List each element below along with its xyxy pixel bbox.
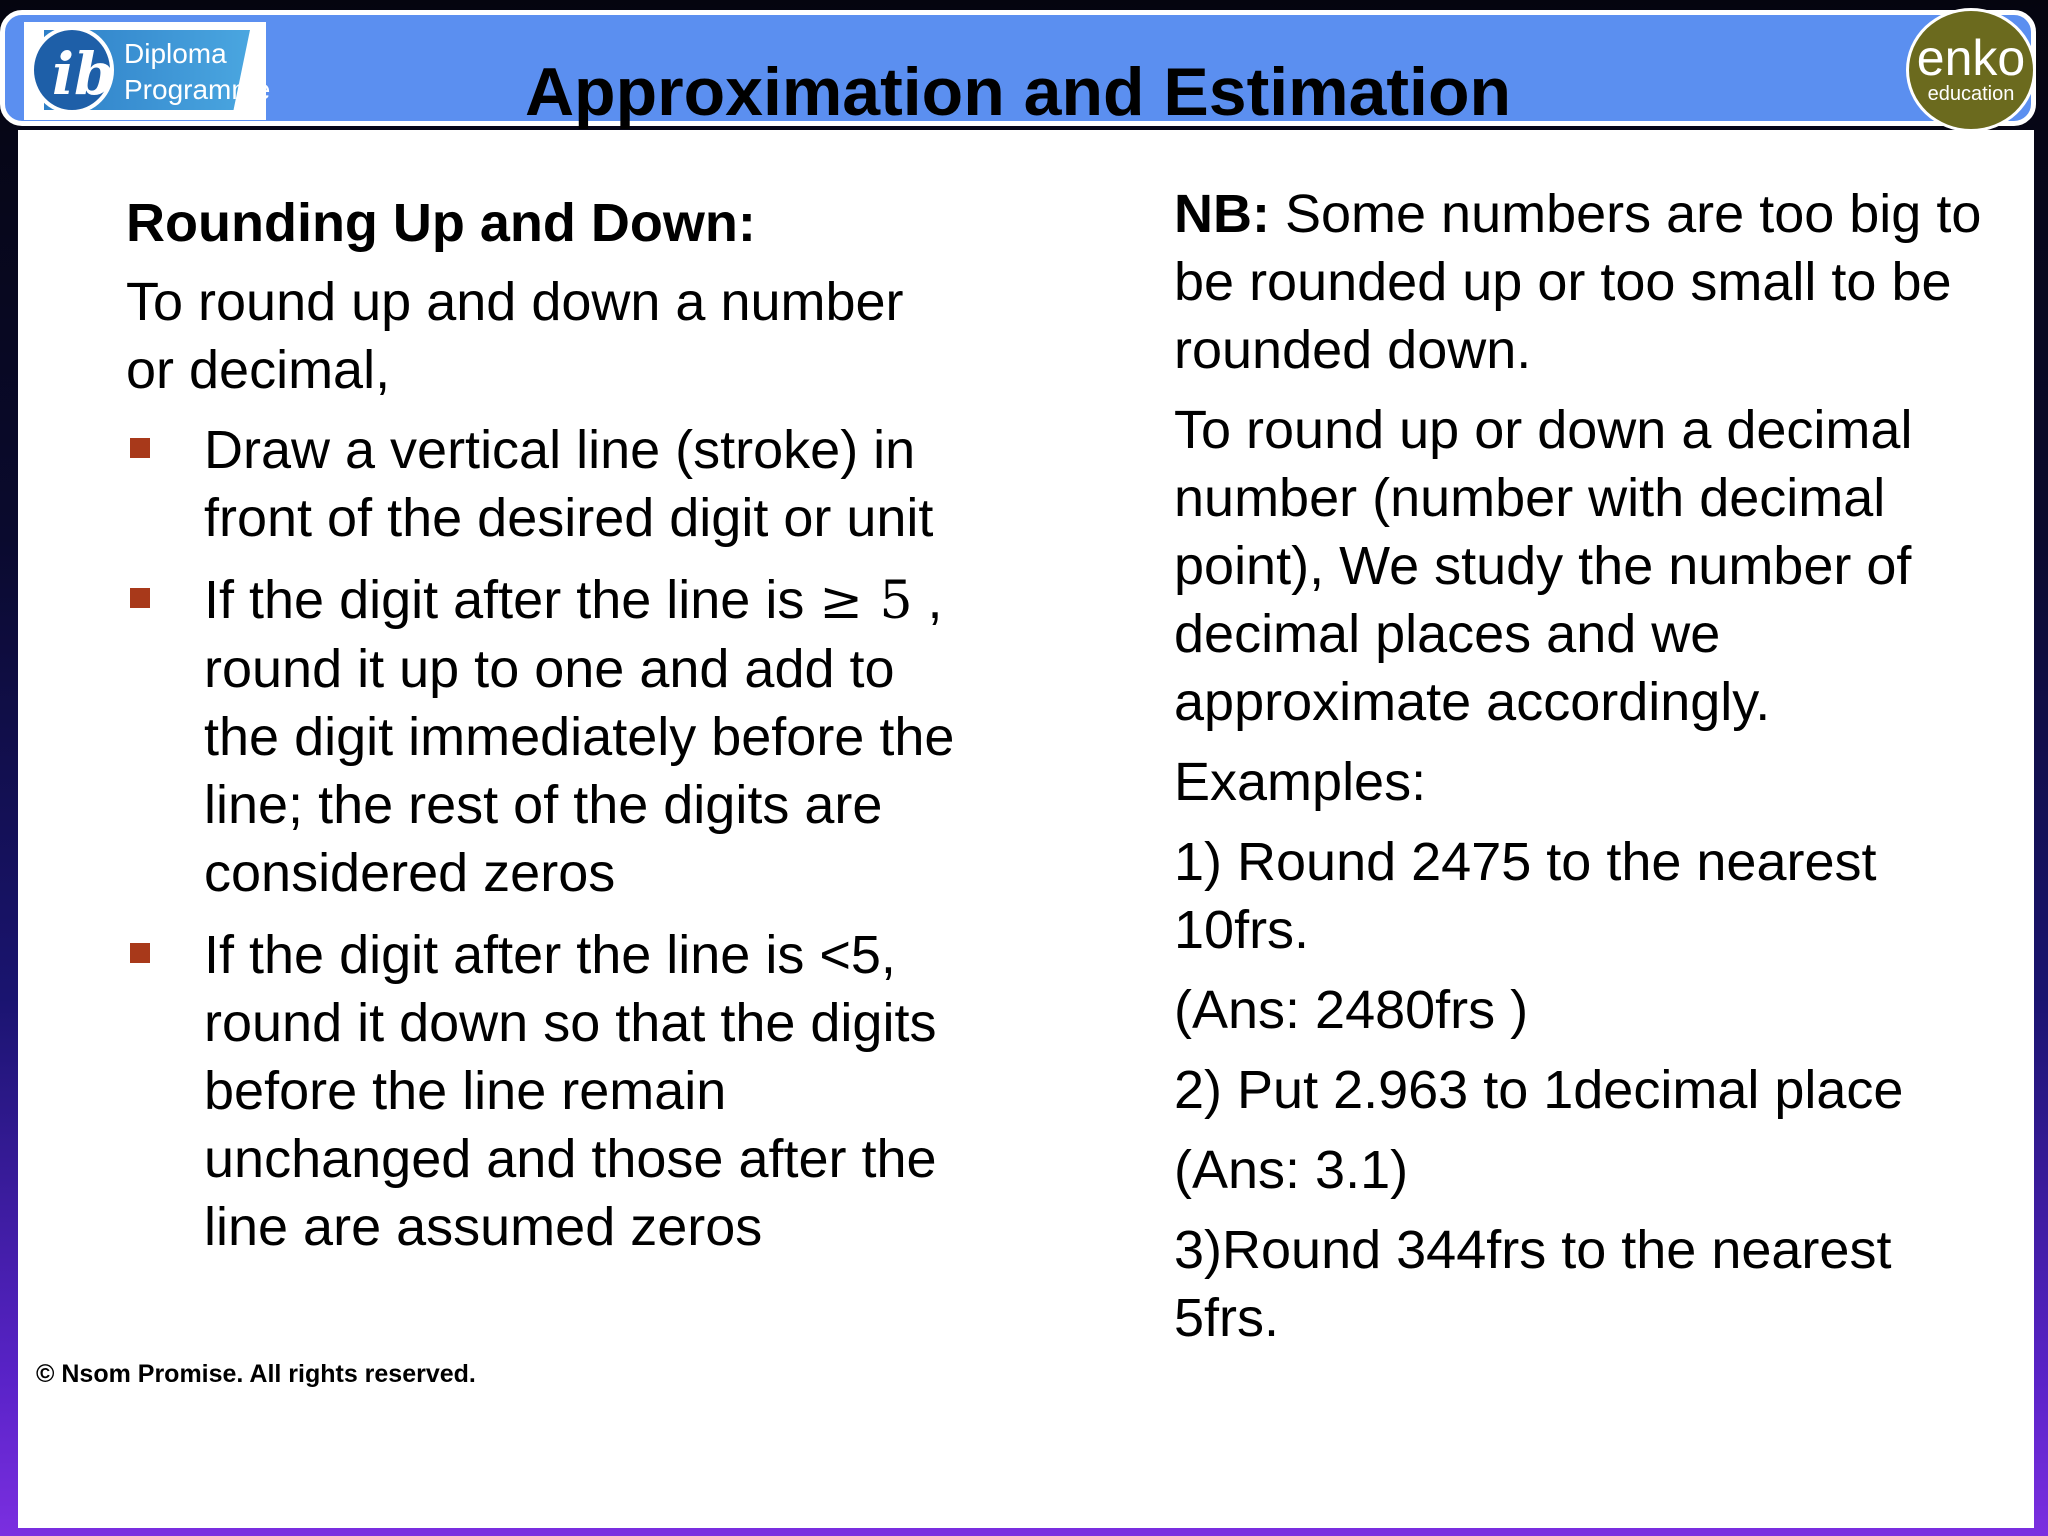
list-item [126,416,966,552]
enko-logo-sub: education [1927,83,2015,105]
square-bullet-icon [130,588,150,608]
ib-logo-mark: ib [52,40,115,108]
square-bullet-icon [130,943,150,963]
square-bullet-icon [130,438,150,458]
nb-text: Some numbers are too big to be rounded up or too small to be rounded down. [1174,184,1982,380]
nb-note [1174,180,1994,384]
math-expression: ≥ 5 [819,571,913,631]
enko-education-logo [1906,8,2036,132]
copyright-notice: © Nsom Promise. All rights reserved. [36,1360,476,1388]
right-column [1174,180,1994,1364]
list-item-text: If the digit after the line is <5, round it down so that the digits before the line remain unchanged and those after the line are assumed zeros [204,925,937,1257]
list-item-text-post: , round it up to one and add to the digit immediately before the line; the rest of the digits are considered zeros [204,570,955,903]
example-item: 2) Put 2.963 to 1decimal place [1174,1060,1904,1120]
rule-list [126,416,966,1261]
nb-label: NB: [1174,184,1270,244]
list-item [126,921,966,1261]
intro-text: To round up and down a number or decimal, [126,272,904,400]
decimal-paragraph: To round up or down a decimal number (number with decimal point), We study the number of decimal places and we approximate accordingly. [1174,400,1913,732]
enko-logo-word: enko [1916,30,2026,86]
ib-logo-line1: Diploma [124,38,227,69]
example-item: 3)Round 344frs to the nearest 5frs. [1174,1220,1892,1348]
ib-logo-line2: Programme [124,74,271,105]
content-panel [18,130,2034,1528]
examples-label: Examples: [1174,752,1427,812]
slide-title: Approximation and Estimation [524,54,1512,130]
example-item: (Ans: 2480frs ) [1174,980,1529,1040]
list-item [126,566,966,907]
left-column [126,190,966,1275]
list-item-text-pre: If the digit after the line is [204,570,820,630]
example-item: (Ans: 3.1) [1174,1140,1409,1200]
list-item-text: Draw a vertical line (stroke) in front of the desired digit or unit [204,420,934,548]
section-heading: Rounding Up and Down: [126,193,756,253]
example-item: 1) Round 2475 to the nearest 10frs. [1174,832,1877,960]
